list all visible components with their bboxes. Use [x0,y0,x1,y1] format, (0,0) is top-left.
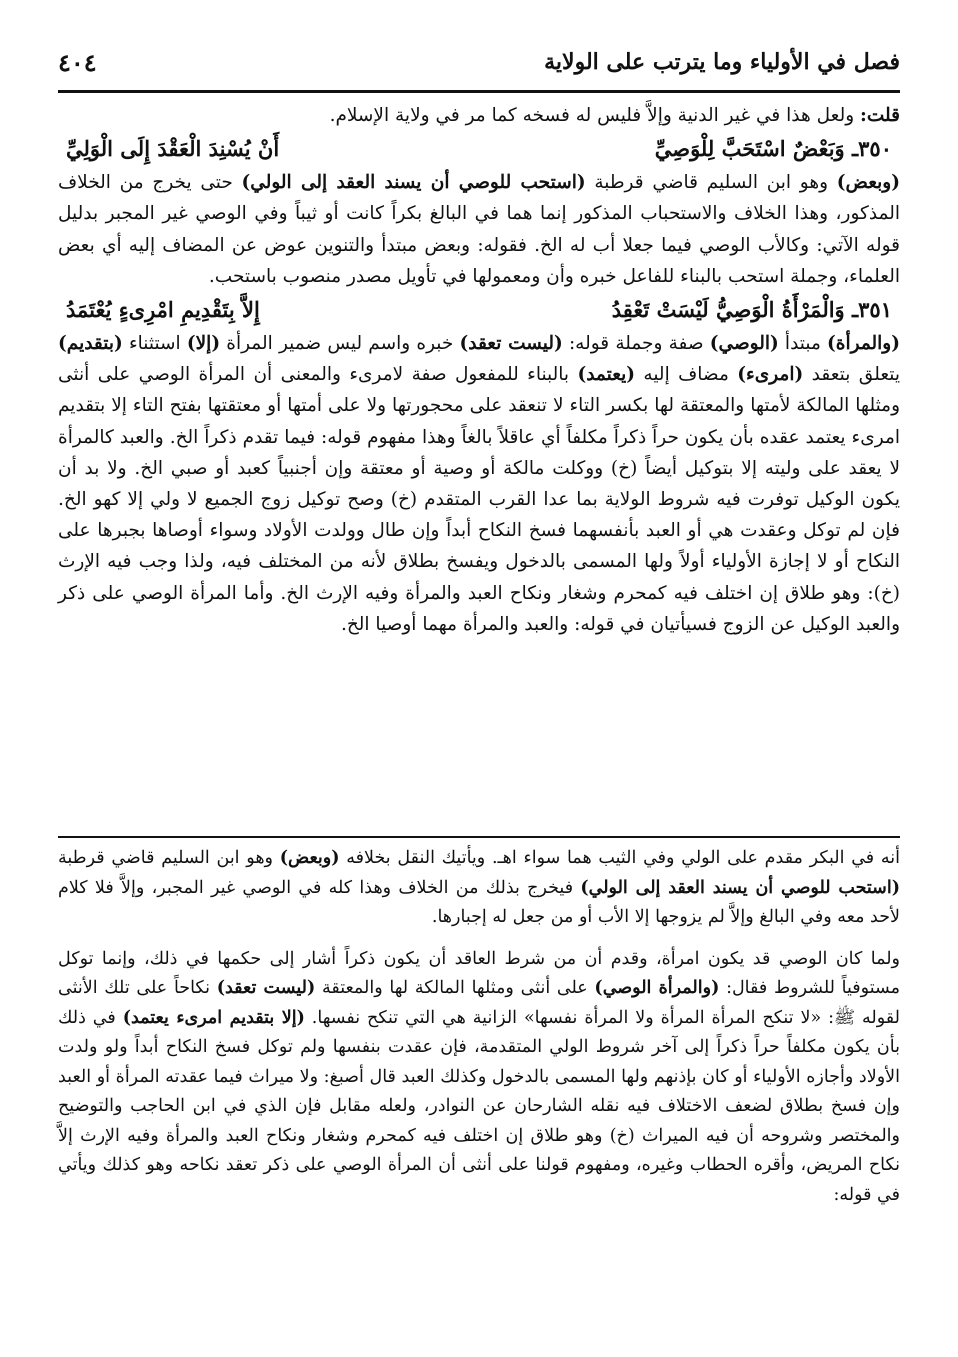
footnote-text: في ذلك بأن يكون مكلفاً حراً ذكراً إلى آخر شروط الولي المتقدمة، فإن عقدت بنفسها ولم توكل فسخ النكاح أبداً ولو ولدت الأولاد وأجازه الأولياء أو كان بإذنهم ولها المسمى بالدخول وكذلك العبد قال أصبغ: ولا ميراث فيما عقدته المرأة أو العبد وإن فسخ بطلاق لضعف الاختلاف فيه نقله الشارحان عن النوادر، ولعله مقابل فإن الذي في ابن الحاجب والتوضيح والمختصر وشروحه أن فيه الميراث (خ) وهو طلاق إن اختلف فيه كمحرم وشغار ونكاح العبد والمرأة وفيه الإرث إلاَّ نكاح المريض، وأقره الحطاب وغيره، ومفهوم قولنا على أنثى أن المرأة الوصي على ذكر تعقد نكاحه وهو كذلك ويأتي في قوله: [58,1007,900,1205]
footnote-text: فيخرج بذلك من الخلاف وهذا كله في الوصي غير المجبر، وإلاَّ فلا كلام لأحد معه وفي البالغ وإلاَّ لم يزوجها إلا الأب أو من جعل له إجبارها. [58,877,900,927]
commentary-text: استثناء [122,333,187,355]
footnote-text: وهو ابن السليم قاضي قرطبة [58,848,280,868]
keyword: (استحب للوصي أن يسند العقد إلى الولي) [241,172,586,194]
keyword: (وبعض) [836,172,900,194]
keyword: (يعتمد) [577,364,636,386]
commentary-351 [58,328,900,640]
keyword: (وبعض) [279,848,340,868]
note-text: ولعل هذا في غير الدنية وإلاَّ فليس له فسخه كما مر في ولاية الإسلام. [329,105,861,126]
keyword: (إلا بتقديم امرىء يعتمد) [122,1007,305,1028]
main-text [58,100,900,640]
footnote-divider [58,836,900,838]
page-number: ٤٠٤ [58,47,97,77]
commentary-text: مضاف إليه [635,364,738,386]
footnote-text: ولما كان الوصي قد يكون امرأة، وقدم أن من شرط العاقد أن يكون ذكراً أشار إلى حكمها في ذلك، وإنما توكل مستوفياً للشروط فقال: [58,948,900,998]
verse-351-second-hemistich: إِلاَّ بِتَقْدِيمِ امْرِىءٍ يُعْتَمَدُ [66,297,260,323]
commentary-text: يتعلق بتعقد [803,364,900,386]
footnote-paragraph-2 [58,945,900,1211]
verse-350-first-hemistich: ٣٥٠ـ وَبَعْضٌ اسْتَحَبَّ لِلْوَصِيِّ [654,136,892,162]
keyword: (والمرأة) [827,333,900,355]
commentary-text: خبره واسم ليس ضمير المرأة [220,333,460,355]
commentary-text: مبتدأ [778,333,828,355]
commentary-text: صفة وجملة قوله: [562,333,710,355]
commentary-text: حتى يخرج من الخلاف المذكور، وهذا الخلاف والاستحباب المذكور إنما هما في البالغ بكراً كانت أو ثيباً وفي الوصي غير المجبر بدليل قوله الآتي: وكالأب الوصي فيما جعلا أب له الخ. فقوله: وبعض مبتدأ والتنوين عوض عن المضاف إليه أي بعض العلماء، وجملة استحب بالبناء للفاعل خبره وأن ومعمولها في تأويل مصدر منصوب باستحب. [58,172,900,287]
verse-351-first-hemistich: ٣٥١ـ وَالْمَرْأَةُ الْوَصِيُّ لَيْسَتْ تَعْقِدُ [611,297,892,323]
commentary-text: وهو ابن السليم قاضي قرطبة [585,172,837,194]
commentary-350 [58,167,900,292]
footnote-text: أنه في البكر مقدم على الولي وفي الثيب هما سواء اهـ. ويأتيك النقل بخلافه [339,848,901,868]
paragraph-note [58,100,900,131]
keyword: (استحب للوصي أن يسند العقد إلى الولي) [580,877,900,898]
header-rule [58,90,900,93]
verse-351 [58,292,900,328]
running-title: فصل في الأولياء وما يترتب على الولاية [544,49,900,75]
keyword: (ليست تعقد) [459,333,563,355]
keyword: (والمرأة الوصي) [594,978,720,998]
keyword: (الوصي) [709,333,779,355]
keyword: (امرىء) [737,364,804,386]
keyword: (بتقديم) [58,333,123,355]
footnote-text: نكاحاً على تلك الأنثى لقوله ﷺ: «لا تنكح المرأة المرأة ولا المرأة نفسها» الزانية هي التي تنكح نفسها. [58,978,900,1028]
keyword: (ليست تعقد) [216,978,316,998]
note-label: قلت: [860,105,900,126]
keyword: (إلا) [186,333,221,355]
verse-350-second-hemistich: أَنْ يُسْنِدَ الْعَقْدَ إِلَى الْوَلِيِّ [66,136,280,162]
footnote-text: على أنثى ومثلها المالكة لها والمعتقة [315,978,595,998]
page-header [58,38,900,86]
commentary-text: بالبناء للمفعول صفة لامرىء والمعنى أن المرأة الوصي على أنثى ومثلها المالكة لأمتها والمعتقة لها بكسر التاء لا تنعقد على محجورتها ولا على أمتها أو معتقتها بفتح التاء إلا بتقديم امرىء يعتمد عقده بأن يكون حراً ذكراً مكلفاً أي عاقلاً بالغاً وهذا مفهوم قوله: فيما تقدم ذكراً الخ. والعبد كالمرأة لا يعقد على وليته إلا بتوكيل أيضاً (خ) ووكلت مالكة أو وصية أو معتقة وإن أجنبياً كعبد أو صبي الخ. ولا بد أن يكون الوكيل توفرت فيه شروط الولاية بما عدا القرب المتقدم (خ) وصح توكيل زوج الجميع لا ولي إلا كهو الخ. فإن لم توكل وعقدت هي أو العبد بأنفسهما فسخ النكاح أبداً وإن طال وولدت الأولاد وسواء أوصاها بجبرها على النكاح أو لا إجازة الأولياء أولاً ولها المسمى بالدخول ويفسخ بطلاق لأنه من المختلف فيه، ولذا وجب فيه الإرث (خ): وهو طلاق إن اختلف فيه كمحرم وشغار ونكاح العبد والمرأة وفيه الإرث الخ. وأما المرأة الوصي على ذكر والعبد الوكيل عن الزوج فسيأتيان في قوله: والعبد والمرأة مهما أوصيا الخ. [58,364,900,635]
footnote-section [58,844,900,1210]
verse-350 [58,131,900,167]
footnote-paragraph-1 [58,844,900,933]
